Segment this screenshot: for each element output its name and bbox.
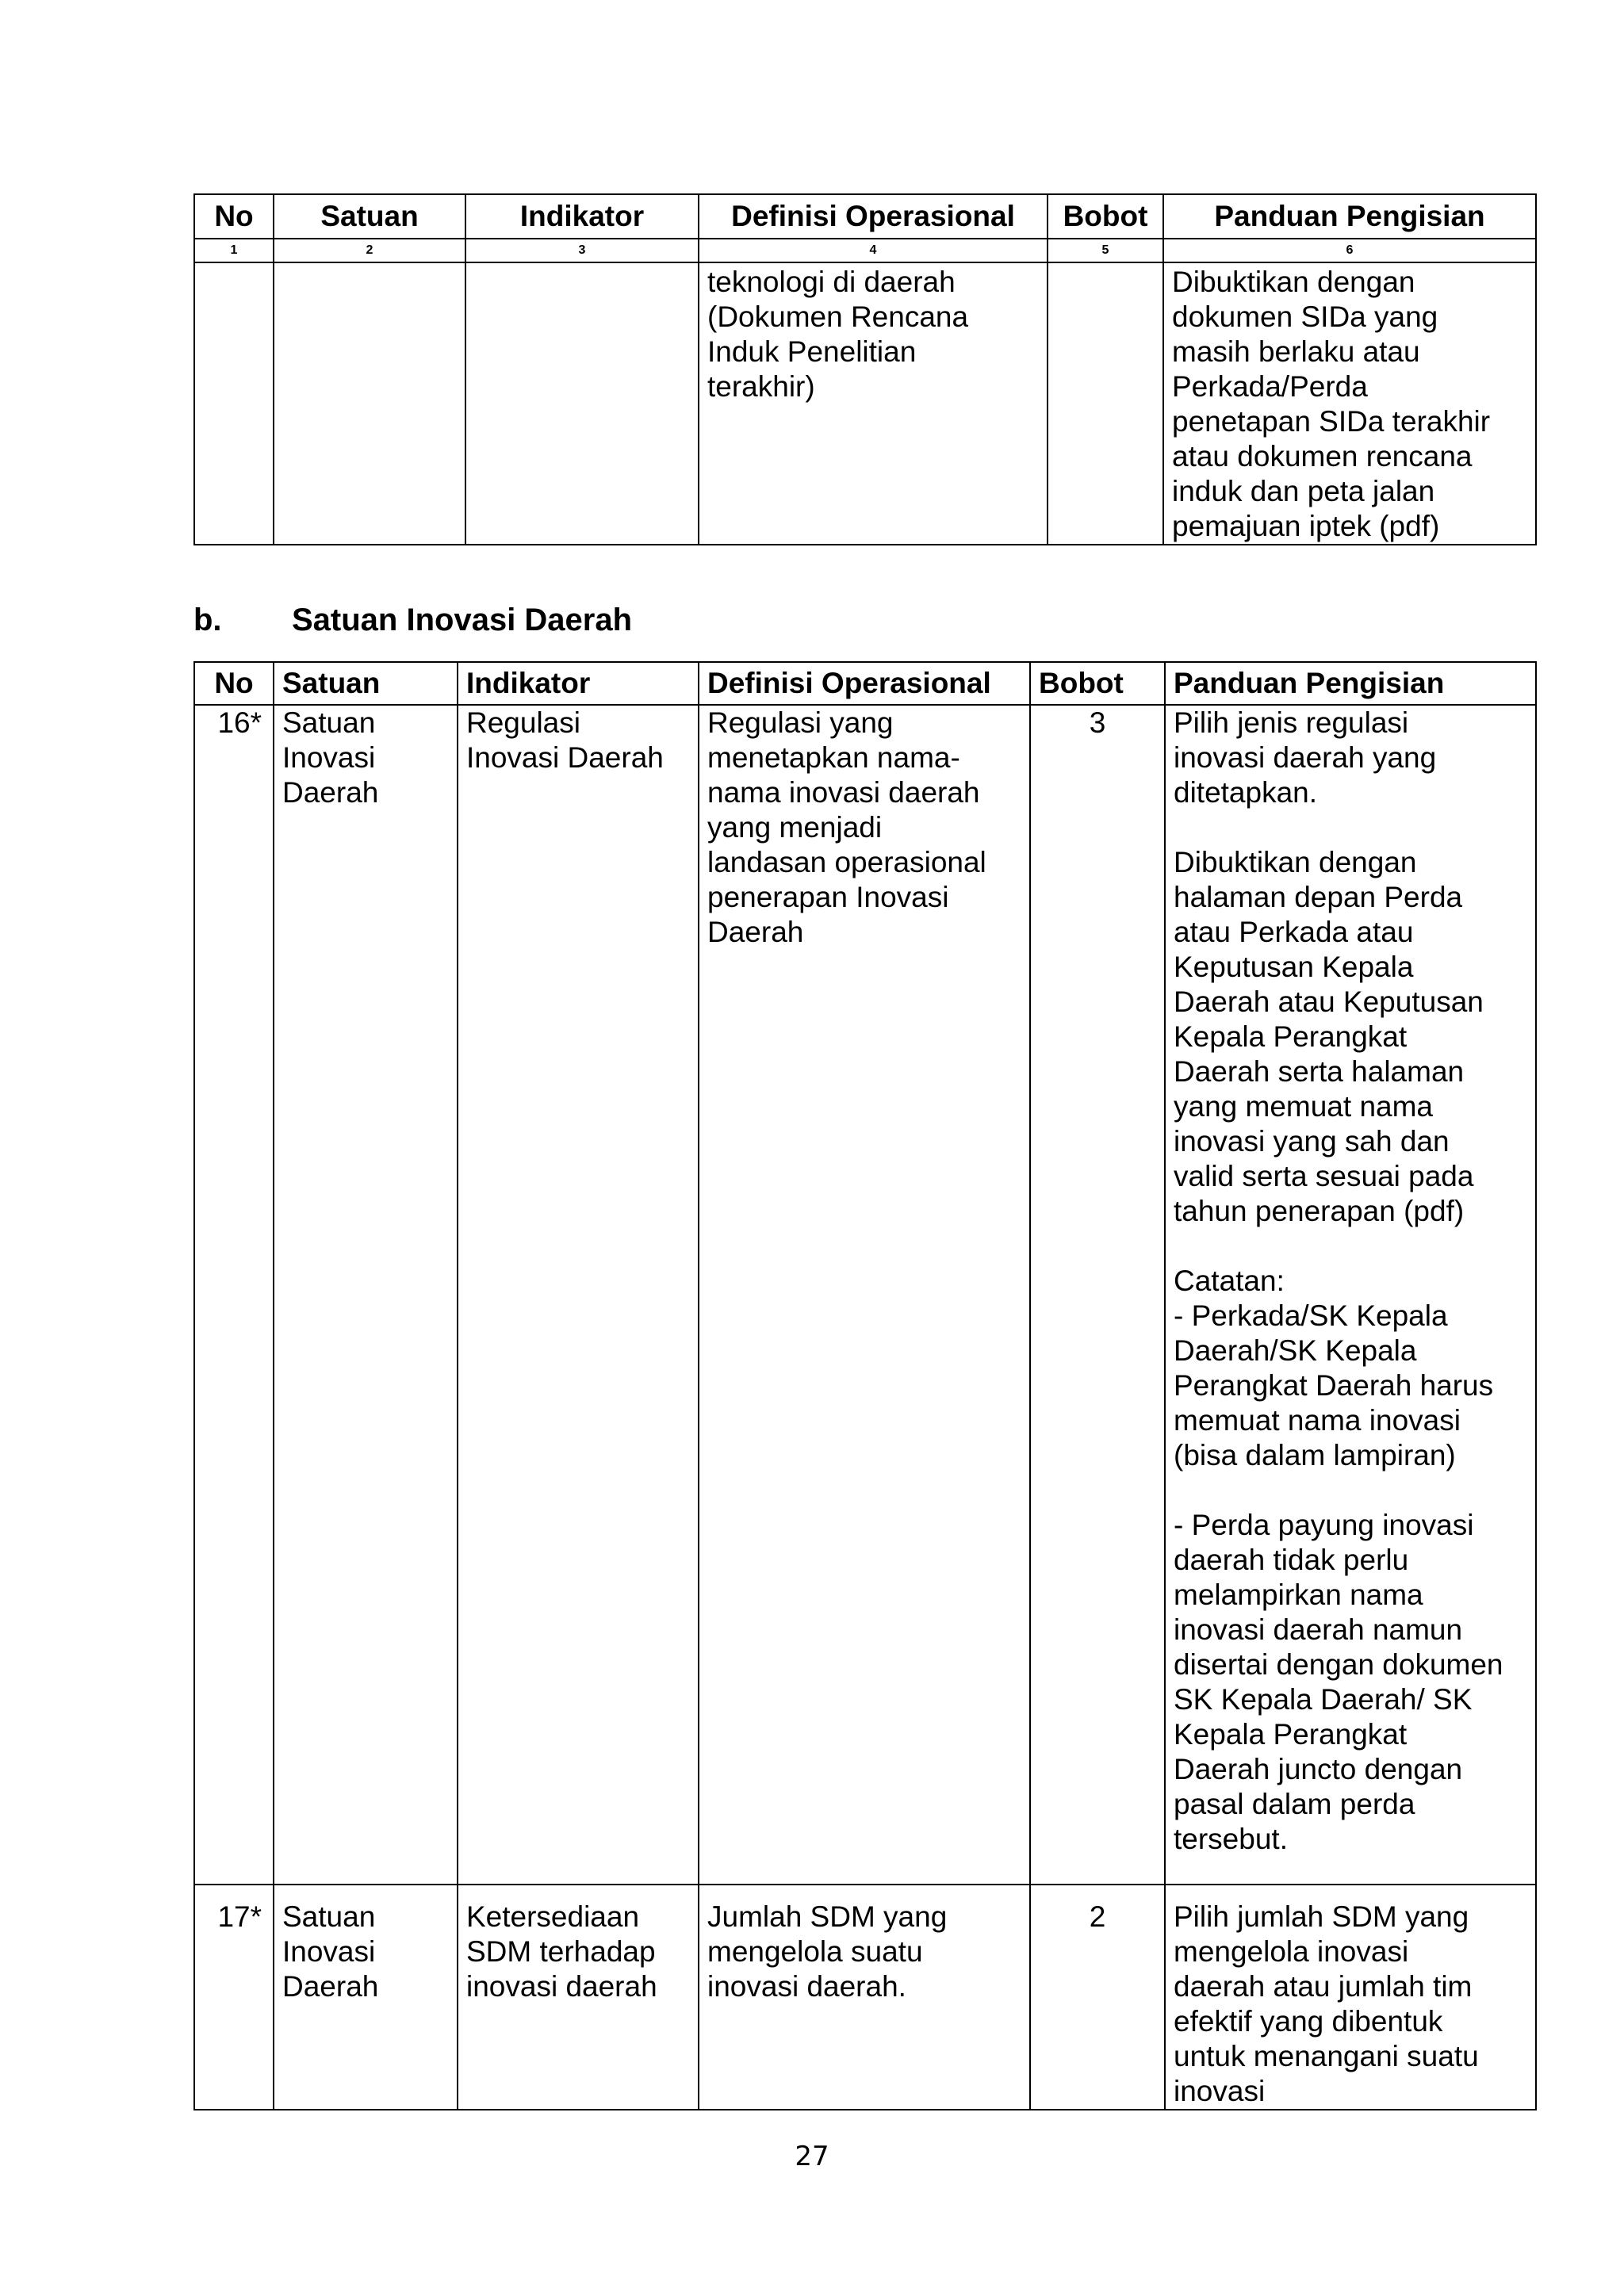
section-letter: b. <box>193 603 222 637</box>
cell-indikator: Regulasi Inovasi Daerah <box>458 705 699 1885</box>
header-satuan: Satuan <box>274 194 465 239</box>
column-number: 6 <box>1163 239 1536 262</box>
cell-satuan: Satuan Inovasi Daerah <box>274 705 458 1885</box>
cell-definisi: Regulasi yang menetapkan nama- nama inovasi daerah yang menjadi landasan operasional penerapan Inovasi Daerah <box>699 705 1030 1885</box>
column-number-row <box>194 239 1536 262</box>
cell-indikator: Ketersediaan SDM terhadap inovasi daerah <box>458 1885 699 2110</box>
cell-no: 16* <box>194 705 274 1885</box>
cell-indikator <box>465 262 699 545</box>
cell-panduan: Pilih jenis regulasi inovasi daerah yang ditetapkan. Dibuktikan dengan halaman depan Perda atau Perkada atau Keputusan Kepala Daerah atau Keputusan Kepala Perangkat Daerah serta halaman yang memuat nama inovasi yang sah dan valid serta sesuai pada tahun penerapan (pdf) Catatan: - Perkada/SK Kepala Daerah/SK Kepala Perangkat Daerah harus memuat nama inovasi (bisa dalam lampiran) - Perda payung inovasi daerah tidak perlu melampirkan nama inovasi daerah namun disertai dengan dokumen SK Kepala Daerah/ SK Kepala Perangkat Daerah juncto dengan pasal dalam perda tersebut. <box>1165 705 1536 1885</box>
header-panduan: Panduan Pengisian <box>1163 194 1536 239</box>
cell-definisi: teknologi di daerah (Dokumen Rencana Induk Penelitian terakhir) <box>699 262 1048 545</box>
header-satuan: Satuan <box>274 662 458 705</box>
column-number: 4 <box>699 239 1048 262</box>
header-bobot: Bobot <box>1048 194 1163 239</box>
table-header-row <box>194 662 1536 705</box>
table-row <box>194 705 1536 1885</box>
cell-bobot <box>1048 262 1163 545</box>
column-number: 3 <box>465 239 699 262</box>
cell-satuan: Satuan Inovasi Daerah <box>274 1885 458 2110</box>
satuan-inovasi-daerah-table <box>193 661 1537 2110</box>
cell-panduan: Pilih jumlah SDM yang mengelola inovasi daerah atau jumlah tim efektif yang dibentuk untuk menangani suatu inovasi <box>1165 1885 1536 2110</box>
section-title: Satuan Inovasi Daerah <box>292 603 633 637</box>
table-header-row <box>194 194 1536 239</box>
indicator-table-continued <box>193 193 1537 545</box>
header-indikator: Indikator <box>458 662 699 705</box>
cell-satuan <box>274 262 465 545</box>
cell-no <box>194 262 274 545</box>
table-row <box>194 1885 1536 2110</box>
table-row <box>194 262 1536 545</box>
header-definisi: Definisi Operasional <box>699 662 1030 705</box>
header-definisi: Definisi Operasional <box>699 194 1048 239</box>
cell-panduan: Dibuktikan dengan dokumen SIDa yang masih berlaku atau Perkada/Perda penetapan SIDa terakhir atau dokumen rencana induk dan peta jalan pemajuan iptek (pdf) <box>1163 262 1536 545</box>
cell-bobot: 2 <box>1030 1885 1165 2110</box>
section-heading <box>193 603 632 638</box>
column-number: 5 <box>1048 239 1163 262</box>
column-number: 1 <box>194 239 274 262</box>
header-no: No <box>194 194 274 239</box>
cell-definisi: Jumlah SDM yang mengelola suatu inovasi daerah. <box>699 1885 1030 2110</box>
header-indikator: Indikator <box>465 194 699 239</box>
cell-bobot: 3 <box>1030 705 1165 1885</box>
cell-no: 17* <box>194 1885 274 2110</box>
header-panduan: Panduan Pengisian <box>1165 662 1536 705</box>
column-number: 2 <box>274 239 465 262</box>
header-bobot: Bobot <box>1030 662 1165 705</box>
page-number: 27 <box>795 2141 829 2172</box>
header-no: No <box>194 662 274 705</box>
